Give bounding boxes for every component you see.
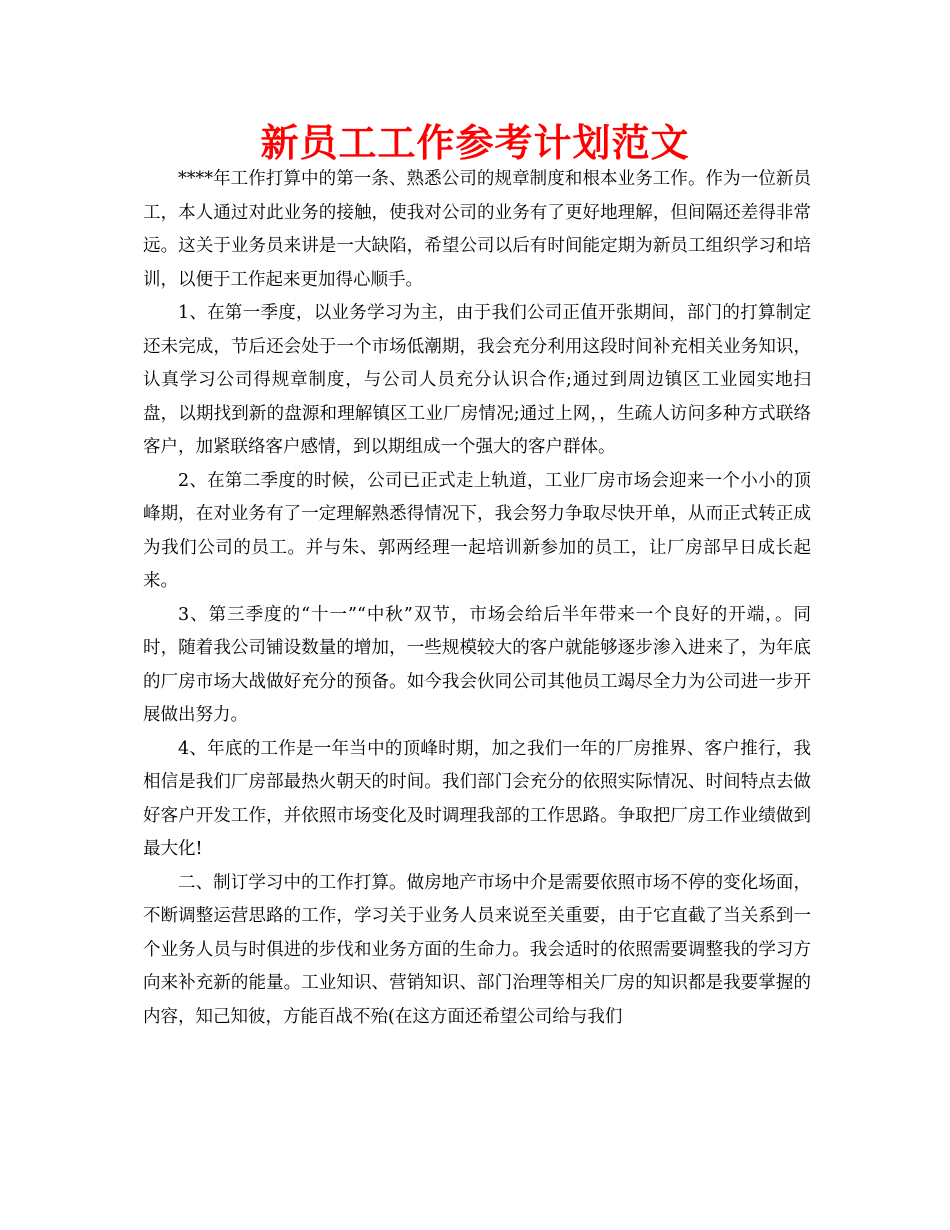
document-body <box>143 163 811 1034</box>
paragraph-study-plan: 二、制订学习中的工作打算。做房地产市场中介是需要依照市场不停的变化场面，不断调整运营思路的工作，学习关于业务人员来说至关重要，由于它直截了当关系到一个业务人员与时俱进的步伐和业务方面的生命力。我会适时的依照需要调整我的学习方向来补充新的能量。工业知识、营销知识、部门治理等相关厂房的知识都是我要掌握的内容，知己知彼，方能百战不殆(在这方面还希望公司给与我们 <box>143 872 811 1027</box>
paragraph-q4: 4、年底的工作是一年当中的顶峰时期，加之我们一年的厂房推界、客户推行，我相信是我们厂房部最热火朝天的时间。我们部门会充分的依照实际情况、时间特点去做好客户开发工作，并依照市场变化及时调理我部的工作思路。争取把厂房工作业绩做到最大化! <box>143 738 811 859</box>
document-title: 新员工工作参考计划范文 <box>260 121 690 165</box>
paragraph-q2: 2、在第二季度的时候，公司已正式走上轨道，工业厂房市场会迎来一个小小的顶峰期，在对业务有了一定理解熟悉得情况下，我会努力争取尽快开单，从而正式转正成为我们公司的员工。并与朱、郭两经理一起培训新参加的员工，让厂房部早日成长起来。 <box>143 470 811 591</box>
paragraph-intro: ****年工作打算中的第一条、熟悉公司的规章制度和根本业务工作。作为一位新员工，本人通过对此业务的接触，使我对公司的业务有了更好地理解，但间隔还差得非常远。这关于业务员来讲是一大缺陷，希望公司以后有时间能定期为新员工组织学习和培训，以便于工作起来更加得心顺手。 <box>143 169 811 290</box>
paragraph-q1: 1、在第一季度，以业务学习为主，由于我们公司正值开张期间，部门的打算制定还未完成，节后还会处于一个市场低潮期，我会充分利用这段时间补充相关业务知识，认真学习公司得规章制度，与公司人员充分认识合作;通过到周边镇区工业园实地扫盘，以期找到新的盘源和理解镇区工业厂房情况;通过上网，，生疏人访问多种方式联络客户，加紧联络客户感情，到以期组成一个强大的客户群体。 <box>143 303 811 457</box>
paragraph-q3: 3、第三季度的“十一”“中秋”双节，市场会给后半年带来一个良好的开端，。同时，随着我公司铺设数量的增加，一些规模较大的客户就能够逐步渗入进来了，为年底的厂房市场大战做好充分的预备。如今我会伙同公司其他员工竭尽全力为公司进一步开展做出努力。 <box>143 604 811 725</box>
